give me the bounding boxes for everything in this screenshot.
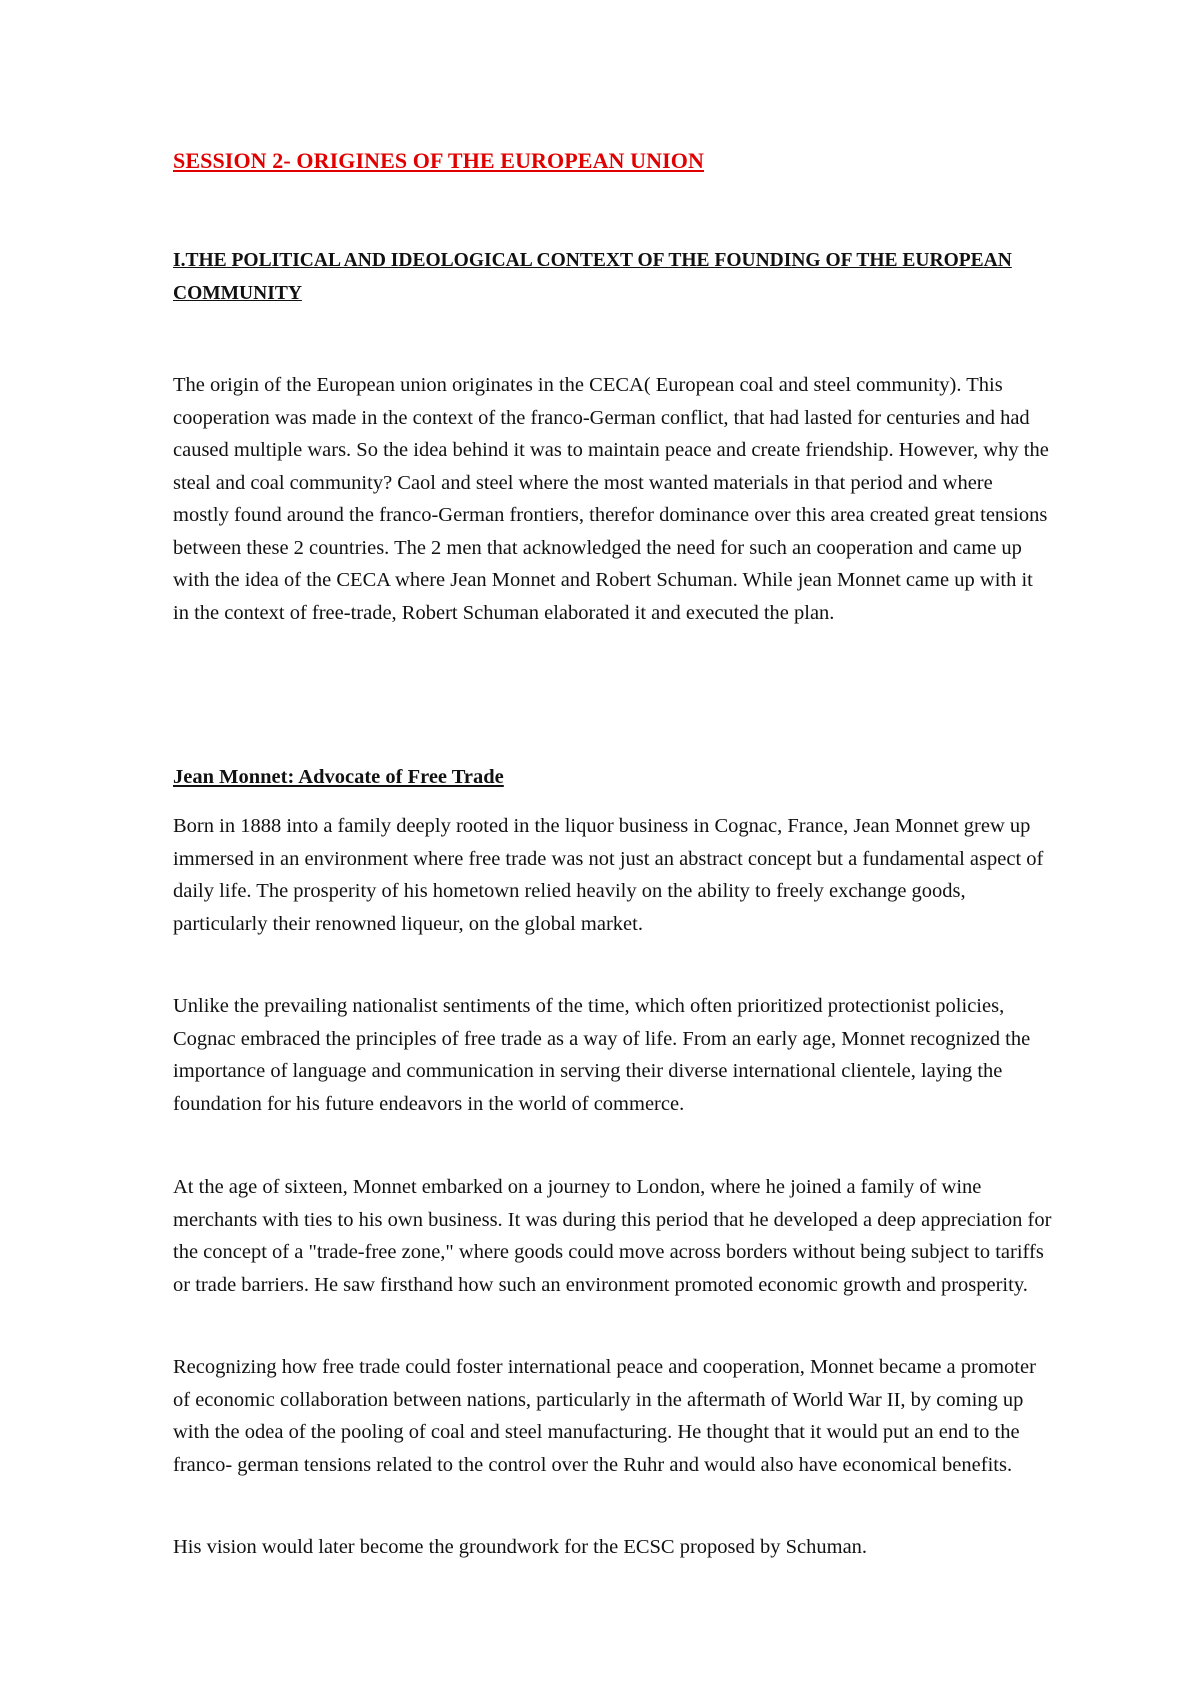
paragraph-1: Born in 1888 into a family deeply rooted in the liquor business in Cognac, France, Jean Monnet grew up immersed in an environment where free trade was not just an abstract concept but a fundamental aspect of daily life. The prosperity of his hometown relied heavily on the ability to freely exchange goods, particularly their renowned liqueur, on the global market. (173, 815, 1044, 935)
document-title: SESSION 2- ORIGINES OF THE EUROPEAN UNION (173, 148, 704, 173)
paragraph-5: His vision would later become the groundwork for the ECSC proposed by Schuman. (173, 1536, 868, 1558)
paragraph-2: Unlike the prevailing nationalist sentiments of the time, which often prioritized protectionist policies, Cognac embraced the principles of free trade as a way of life. From an early age, Monnet recognized the importance of language and communication in serving their diverse international clientele, laying the foundation for his future endeavors in the world of commerce. (173, 995, 1031, 1115)
subheading-jean-monnet: Jean Monnet: Advocate of Free Trade (173, 766, 504, 788)
section-heading: I.THE POLITICAL AND IDEOLOGICAL CONTEXT OF THE FOUNDING OF THE EUROPEAN COMMUNITY (173, 250, 1012, 304)
paragraph-3: At the age of sixteen, Monnet embarked on a journey to London, where he joined a family of wine merchants with ties to his own business. It was during this period that he developed a deep appreciation for the concept of a "trade-free zone," where goods could move across borders without being subject to tariffs or trade barriers. He saw firsthand how such an environment promoted economic growth and prosperity. (173, 1176, 1052, 1296)
intro-paragraph: The origin of the European union originates in the CECA( European coal and steel community). This cooperation was made in the context of the franco-German conflict, that had lasted for centuries and had caused multiple wars. So the idea behind it was to maintain peace and create friendship. However, why the steal and coal community? Caol and steel where the most wanted materials in that period and where mostly found around the franco-German frontiers, therefor dominance over this area created great tensions between these 2 countries. The 2 men that acknowledged the need for such an cooperation and came up with the idea of the CECA where Jean Monnet and Robert Schuman. While jean Monnet came up with it in the context of free-trade, Robert Schuman elaborated it and executed the plan. (173, 374, 1049, 624)
paragraph-4: Recognizing how free trade could foster international peace and cooperation, Monnet became a promoter of economic collaboration between nations, particularly in the aftermath of World War II, by coming up with the odea of the pooling of coal and steel manufacturing. He thought that it would put an end to the franco- german tensions related to the control over the Ruhr and would also have economical benefits. (173, 1356, 1036, 1476)
document-page (173, 146, 1053, 1558)
